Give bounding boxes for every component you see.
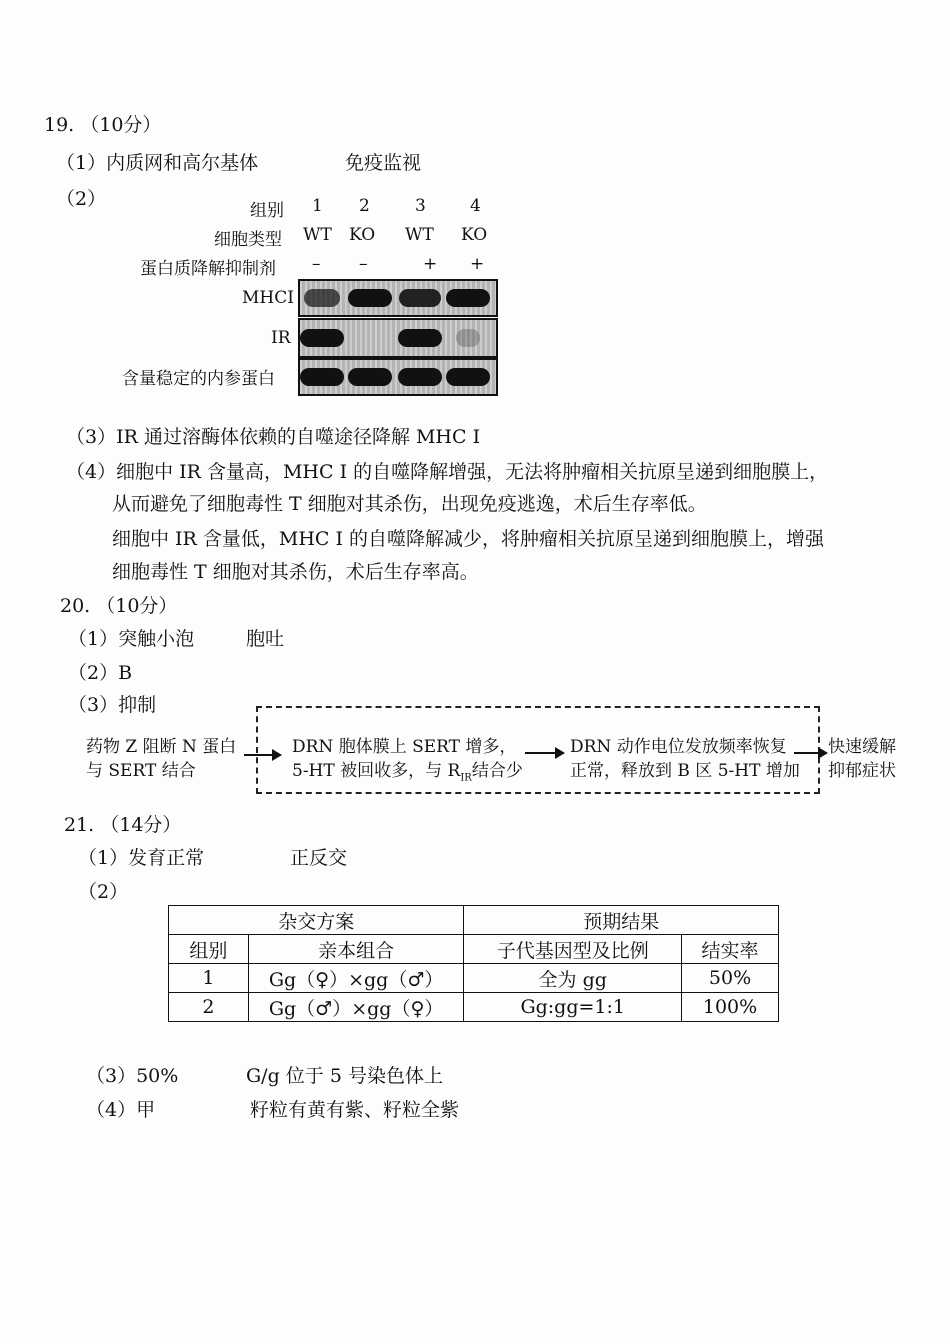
q21-part4-label: （4）甲	[86, 1099, 156, 1121]
table-cell-group: 2	[169, 993, 249, 1022]
q19-part1-label: （1）内质网和高尔基体	[56, 152, 259, 174]
q21-part3-answer: G/g 位于 5 号染色体上	[246, 1065, 443, 1087]
blot-band	[399, 289, 441, 307]
flow-box3-line1: DRN 动作电位发放频率恢复	[570, 737, 787, 757]
q19-part2-label: （2）	[56, 188, 107, 210]
q19-part4-line1: （4）细胞中 IR 含量高，MHC I 的自噬降解增强，无法将肿瘤相关抗原呈递到细胞膜上，	[66, 461, 829, 483]
table-cell-seedset: 100%	[682, 993, 779, 1022]
flow-box2-line1: DRN 胞体膜上 SERT 增多，	[292, 737, 517, 757]
blot-group-3: 3	[415, 196, 426, 216]
blot-band	[348, 289, 392, 307]
q21-header: 21. （14分）	[64, 814, 182, 836]
q20-header: 20. （10分）	[60, 595, 178, 617]
q19-part1-answer: 免疫监视	[345, 152, 422, 174]
blot-inhibitor-2: –	[359, 254, 368, 274]
table-header-row-2	[169, 935, 779, 964]
q20-part1-answer: 胞吐	[246, 628, 285, 650]
blot-band	[304, 289, 341, 307]
table-row	[169, 993, 779, 1022]
blot-celltype-3: WT	[405, 225, 434, 245]
blot-strip-ir	[298, 318, 498, 358]
blot-celltype-2: KO	[349, 225, 376, 245]
blot-row-group-label: 组别	[250, 201, 284, 221]
q21-part2-label: （2）	[78, 881, 129, 903]
blot-inhibitor-4: +	[470, 254, 485, 274]
blot-band	[348, 368, 392, 386]
q19-part4-line2: 从而避免了细胞毒性 T 细胞对其杀伤，出现免疫逃逸，术后生存率低。	[112, 493, 707, 515]
blot-lane-label-mhci: MHCI	[242, 288, 294, 308]
q20-part1-label: （1）突触小泡	[68, 628, 195, 650]
q21-part1-answer: 正反交	[290, 847, 348, 869]
blot-celltype-1: WT	[303, 225, 332, 245]
flow-box3-line2: 正常，释放到 B 区 5-HT 增加	[570, 761, 800, 781]
q20-part3: （3）抑制	[68, 694, 157, 716]
q19-part4-line3: 细胞中 IR 含量低，MHC I 的自噬降解减少，将肿瘤相关抗原呈递到细胞膜上，增强	[112, 528, 825, 550]
blot-band	[398, 368, 442, 386]
blot-group-1: 1	[312, 196, 323, 216]
table-cell-parents: Gg（♀）×gg（♂）	[248, 964, 464, 993]
table-header-parents: 亲本组合	[248, 935, 464, 964]
blot-band	[398, 329, 442, 347]
flow-box4-line2: 抑郁症状	[828, 761, 896, 781]
blot-group-2: 2	[359, 196, 370, 216]
table-cell-group: 1	[169, 964, 249, 993]
q21-part4-answer: 籽粒有黄有紫、籽粒全紫	[250, 1099, 460, 1121]
table-cell-offspring: 全为 gg	[464, 964, 682, 993]
table-row	[169, 964, 779, 993]
blot-row-inhibitor-label: 蛋白质降解抑制剂	[140, 259, 276, 279]
blot-inhibitor-3: +	[423, 254, 438, 274]
blot-band	[300, 329, 344, 347]
table-header-group: 组别	[169, 935, 249, 964]
blot-band	[446, 289, 490, 307]
flow-arrow-2	[525, 752, 563, 754]
flow-box1-line1: 药物 Z 阻断 N 蛋白	[86, 737, 237, 757]
table-cell-seedset: 50%	[682, 964, 779, 993]
flow-box4-line1: 快速缓解	[828, 737, 896, 757]
q19-part3: （3）IR 通过溶酶体依赖的自噬途径降解 MHC I	[66, 426, 481, 448]
blot-lane-label-loading-control: 含量稳定的内参蛋白	[122, 369, 275, 389]
blot-band	[456, 329, 480, 347]
q20-part2: （2）B	[68, 662, 133, 684]
q21-part3-label: （3）50%	[86, 1065, 179, 1087]
cross-scheme-table	[168, 905, 779, 1022]
table-header-scheme: 杂交方案	[169, 906, 464, 935]
table-cell-parents: Gg（♂）×gg（♀）	[248, 993, 464, 1022]
blot-row-celltype-label: 细胞类型	[214, 230, 282, 250]
flow-arrow-3	[794, 752, 826, 754]
q19-part4-line4: 细胞毒性 T 细胞对其杀伤，术后生存率高。	[112, 561, 479, 583]
blot-group-4: 4	[470, 196, 481, 216]
blot-band	[446, 368, 490, 386]
q21-part1-label: （1）发育正常	[78, 847, 205, 869]
blot-strip-loading-control	[298, 358, 498, 396]
table-cell-offspring: Gg:gg=1:1	[464, 993, 682, 1022]
blot-lane-label-ir: IR	[271, 328, 291, 348]
flow-box1-line2: 与 SERT 结合	[86, 761, 196, 781]
table-header-row-1	[169, 906, 779, 935]
blot-strip-mhci	[298, 279, 498, 317]
blot-band	[300, 368, 344, 386]
blot-inhibitor-1: –	[312, 254, 321, 274]
table-header-result: 预期结果	[464, 906, 779, 935]
table-header-seedset: 结实率	[682, 935, 779, 964]
flow-box2-line2: 5-HT 被回收多，与 $R_{IR}$结合少	[292, 761, 523, 784]
blot-celltype-4: KO	[461, 225, 488, 245]
q19-header: 19. （10分）	[44, 114, 162, 136]
table-header-offspring: 子代基因型及比例	[464, 935, 682, 964]
